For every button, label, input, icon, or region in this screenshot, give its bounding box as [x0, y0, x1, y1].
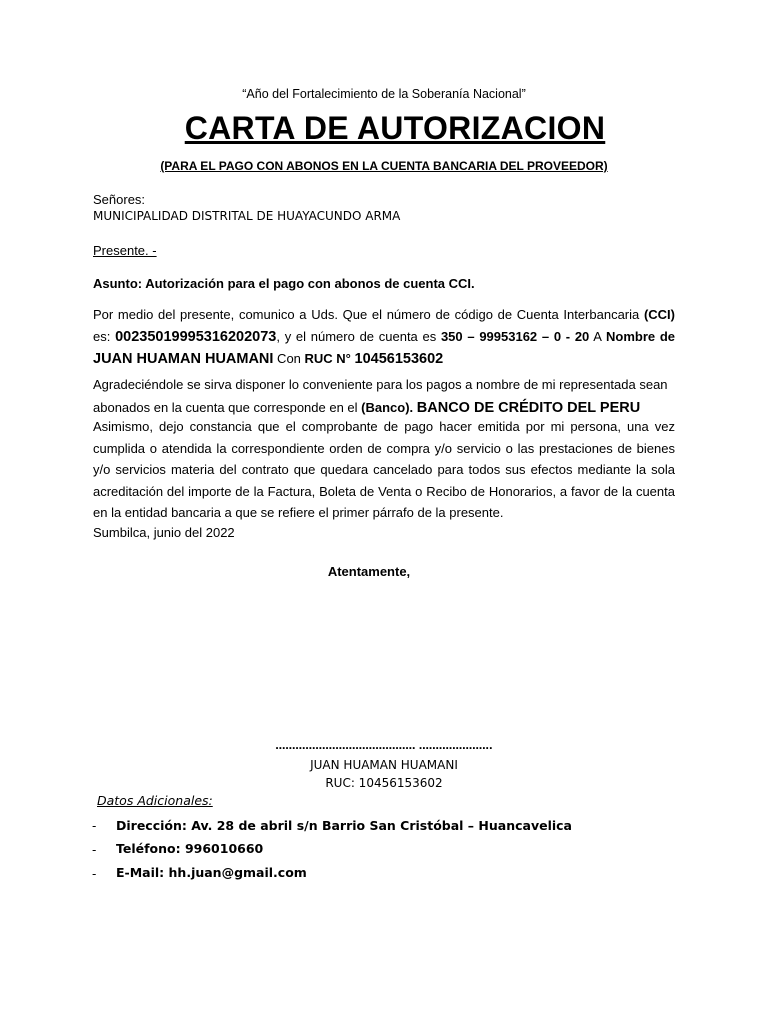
email-item: E-Mail: hh.juan@gmail.com: [116, 865, 307, 880]
cci-label: (CCI): [643, 307, 675, 322]
p1-text-3: , y el número de cuenta es: [276, 329, 441, 344]
account-number: 350 – 99953162 – 0 - 20: [440, 329, 590, 344]
banco-label: (Banco).: [361, 400, 414, 415]
salutation: Señores:: [93, 192, 146, 207]
bullet-marker: -: [92, 867, 97, 881]
ruc-number: 10456153602: [354, 351, 444, 367]
paragraph-bank: [93, 373, 675, 420]
bank-name: BANCO DE CRÉDITO DEL PERU: [416, 400, 641, 416]
p1-text-4: A: [589, 329, 606, 344]
closing: Atentamente,: [327, 564, 411, 579]
p1-text-6: Con: [273, 351, 305, 366]
letter-title: CARTA DE AUTORIZACION: [184, 110, 606, 146]
p1-text-2: es:: [93, 329, 111, 344]
letter-subtitle: (PARA EL PAGO CON ABONOS EN LA CUENTA BANCARIA DEL PROVEEDOR): [160, 159, 608, 173]
motto-line: “Año del Fortalecimiento de la Soberanía Nacional”: [242, 87, 526, 101]
place-date: Sumbilca, junio del 2022: [93, 525, 235, 540]
subject-line: Asunto: Autorización para el pago con abonos de cuenta CCI.: [93, 276, 475, 291]
phone-item: Teléfono: 996010660: [116, 841, 264, 856]
presente-line: Presente. -: [93, 243, 157, 258]
paragraph-constancia: Asimismo, dejo constancia que el comprobante de pago hacer emitida por mi persona, una vez cumplida o atendida la correspondiente orden de compra y/o servicio o las prestaciones de bienes y/o servicios materia del contrato que quedara cancelado para todos sus efectos mediante la sola acreditación del importe de la Factura, Boleta de Venta o Recibo de Honorarios, a favor de la cuenta en la entidad bancaria a que se refiere el primer párrafo de la presente.: [93, 419, 675, 521]
signer-name: JUAN HUAMAN HUAMANI: [310, 758, 458, 772]
p2-text-1: Agradeciéndole se sirva disponer lo conveniente para los pagos a nombre de mi representada sean abonados en la cuenta que corresponde en el: [93, 377, 668, 415]
bullet-marker: -: [92, 819, 97, 833]
additional-data-heading: Datos Adicionales:: [97, 793, 213, 808]
provider-name: JUAN HUAMAN HUAMANI: [93, 351, 274, 367]
address-item: Dirección: Av. 28 de abril s/n Barrio San Cristóbal – Huancavelica: [116, 818, 572, 833]
signer-ruc: RUC: 10456153602: [325, 776, 443, 790]
recipient: MUNICIPALIDAD DISTRITAL DE HUAYACUNDO ARMA: [93, 209, 401, 223]
paragraph-account-details: [93, 304, 675, 370]
bullet-marker: -: [92, 843, 97, 857]
nombre-label: Nombre de: [605, 329, 675, 344]
cci-number: 00235019995316202073: [115, 329, 277, 345]
ruc-label: RUC N°: [304, 351, 351, 366]
signature-line: …………………………………… ………………….: [275, 741, 493, 752]
p1-text-1: Por medio del presente, comunico a Uds. Que el número de código de Cuenta Interbancaria: [93, 307, 644, 322]
